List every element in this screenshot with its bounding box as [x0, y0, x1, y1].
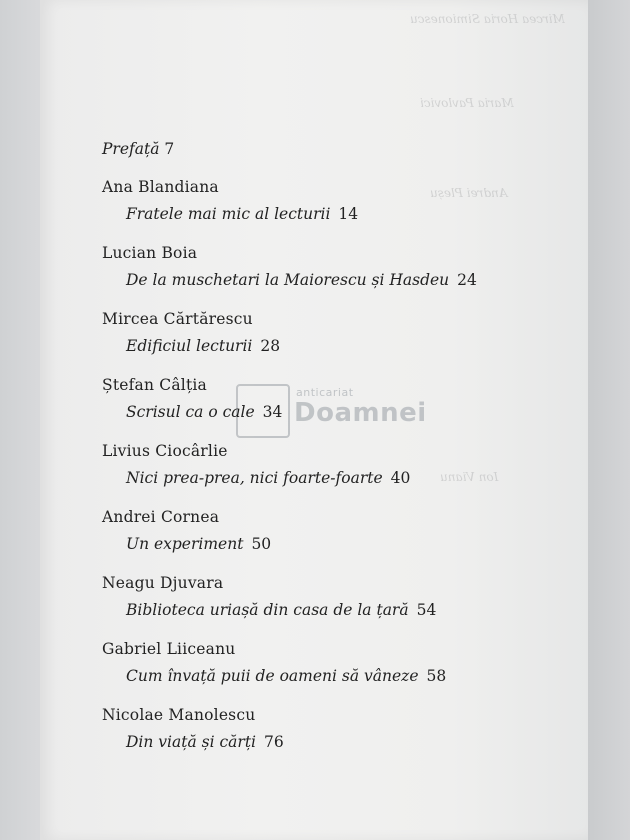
entry-page: 14 [338, 204, 359, 223]
entry-author: Livius Ciocârlie [102, 442, 228, 460]
entry-author: Gabriel Liiceanu [102, 640, 236, 658]
toc-entry [102, 444, 410, 486]
toc-entry [102, 378, 282, 420]
entry-title: De la muschetari la Maiorescu și Hasdeu [126, 270, 450, 289]
entry-title: Scrisul ca o cale [126, 402, 255, 421]
toc-entry [102, 642, 446, 684]
toc-entry [102, 708, 284, 750]
entry-page: 50 [251, 534, 272, 553]
prefata-page: 7 [164, 140, 175, 158]
bleed-line: Ion Vianu [440, 470, 499, 484]
entry-author: Ștefan Câlția [102, 376, 207, 394]
background-margin [588, 0, 630, 840]
bleed-line: Maria Pavlovici [420, 96, 514, 110]
entry-title: Cum învață puii de oameni să vâneze [126, 666, 419, 685]
entry-title: Din viață și cărți [126, 732, 257, 751]
entry-page: 40 [390, 468, 411, 487]
entry-title: Un experiment [126, 534, 244, 553]
book-page [40, 0, 588, 840]
entry-author: Andrei Cornea [102, 508, 220, 526]
prefata-label: Prefață [102, 140, 160, 158]
entry-page: 76 [264, 732, 284, 751]
watermark-big-text: Doamnei [294, 398, 427, 428]
entry-title: Nici prea-prea, nici foarte-foarte [126, 468, 383, 487]
entry-author: Mircea Cărtărescu [102, 310, 253, 328]
toc-prefata [102, 142, 174, 158]
toc-entry [102, 312, 280, 354]
bleed-line: Andrei Pleșu [430, 186, 508, 200]
entry-author: Neagu Djuvara [102, 574, 224, 592]
toc-entry [102, 180, 358, 222]
bleed-line: Mircea Horia Simionescu [410, 12, 565, 26]
toc-entry [102, 576, 436, 618]
entry-page: 28 [260, 336, 281, 355]
toc-entry [102, 246, 477, 288]
entry-author: Ana Blandiana [102, 178, 219, 196]
entry-title: Biblioteca uriașă din casa de la țară [126, 600, 409, 619]
entry-page: 54 [416, 600, 437, 619]
entry-author: Nicolae Manolescu [102, 706, 256, 724]
entry-page: 34 [262, 402, 283, 421]
watermark-small-text: anticariat [296, 386, 354, 399]
entry-title: Fratele mai mic al lecturii [126, 204, 331, 223]
entry-page: 58 [426, 666, 447, 685]
toc-entry [102, 510, 271, 552]
entry-author: Lucian Boia [102, 244, 198, 262]
entry-title: Edificiul lecturii [126, 336, 253, 355]
entry-page: 24 [457, 270, 477, 289]
